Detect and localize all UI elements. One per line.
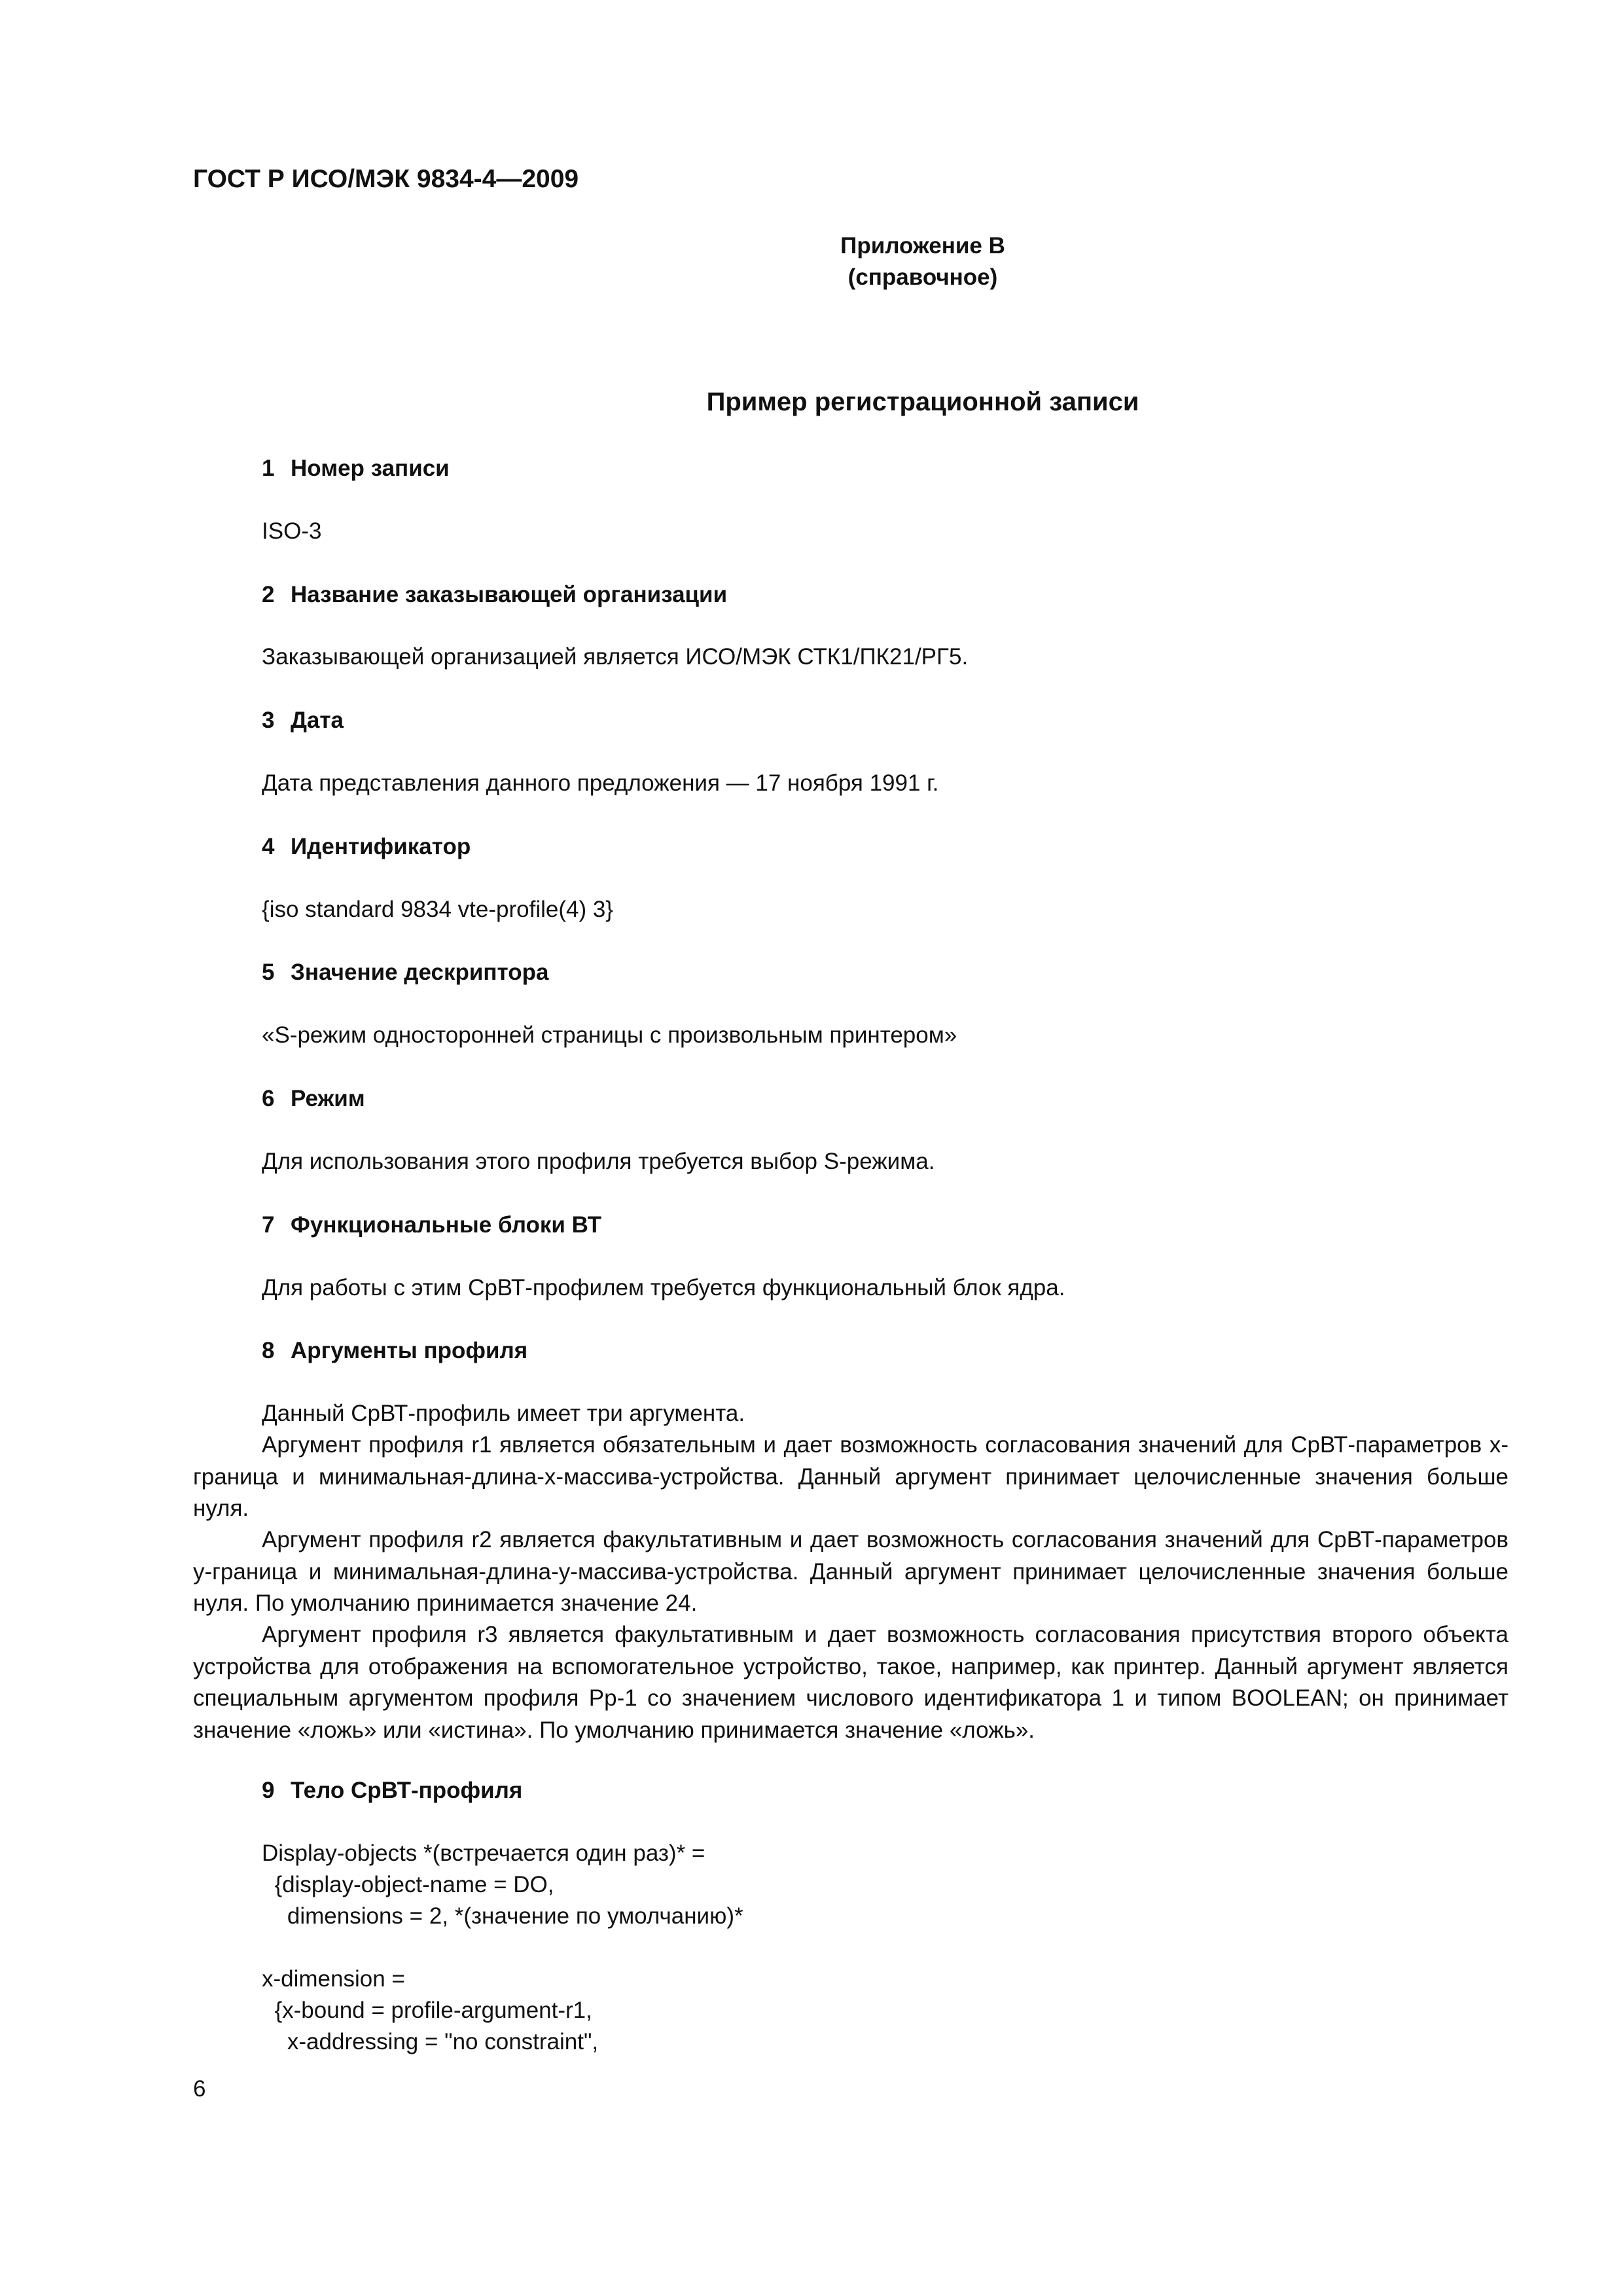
section-number: 7 [262,1212,275,1238]
paragraph: Данный СрВТ-профиль имеет три аргумента. [262,1401,745,1426]
section-heading-1 [262,453,450,484]
code-line: {display-object-name = DO, [262,1872,554,1897]
section-heading-4 [262,831,471,863]
code-line: dimensions = 2, *(значение по умолчанию)* [262,1903,743,1929]
section-heading-5 [262,957,548,988]
section-title: Аргументы профиля [291,1338,528,1363]
section-text-6: Для использования этого профиля требуется выбор S-режима. [262,1149,935,1174]
section-title: Название заказывающей организации [291,582,728,607]
code-line: x-dimension = [262,1966,405,1992]
section-title: Значение дескриптора [291,960,549,985]
section-text-2: Заказывающей организацией является ИСО/МЭК СТК1/ПК21/РГ5. [262,644,969,670]
section-number: 3 [262,708,275,733]
section-heading-6 [262,1083,365,1115]
section-number: 9 [262,1778,275,1803]
section-title: Функциональные блоки ВТ [291,1212,601,1238]
section-title: Идентификатор [291,834,471,859]
section-title: Дата [291,708,344,733]
section-heading-7 [262,1210,601,1241]
section-text-4: {iso standard 9834 vte-profile(4) 3} [262,897,613,922]
section-number: 1 [262,456,275,481]
section-text-7: Для работы с этим СрВТ-профилем требуется функциональный блок ядра. [262,1275,1065,1300]
section-title: Режим [291,1086,365,1111]
page-number: 6 [193,2076,206,2102]
section-number: 8 [262,1338,275,1363]
section-text-5: «S-режим односторонней страницы с произвольным принтером» [262,1022,957,1048]
section-text-1: ISO-3 [262,518,322,544]
code-line: Display-objects *(встречается один раз)* = [262,1840,705,1866]
code-line: {x-bound = profile-argument-r1, [262,1998,592,2023]
section-heading-3 [262,705,344,736]
section-heading-9 [262,1775,522,1806]
section-title: Тело СрВТ-профиля [291,1778,523,1803]
page-title: Пример регистрационной записи [706,387,1139,416]
annex-label: Приложение В [840,233,1005,259]
section-title: Номер записи [291,456,450,481]
section-heading-2 [262,579,727,611]
paragraph: Аргумент профиля r2 является факультативным и дает возможность согласования значений для СрВТ-параметров y-граница и минимальная-длина-y-массива-устройства. Данный аргумент принимает целочисленные значения больше нуля. По умолчанию принимается значение 24. [193,1527,1508,1616]
paragraph: Аргумент профиля r3 является факультативным и дает возможность согласования присутствия второго объекта устройства для отображения на вспомогательное устройство, такое, например, как принтер. Данный аргумент является специальным аргументом профиля Рр-1 со значением числового идентификатора 1 и типом BOOLEAN; он принимает значение «ложь» или «истина». По умолчанию принимается значение «ложь». [193,1622,1508,1743]
section-heading-8 [262,1335,527,1367]
document-id: ГОСТ Р ИСО/МЭК 9834-4—2009 [193,165,579,193]
section-number: 5 [262,960,275,985]
section-number: 6 [262,1086,275,1111]
section-number: 2 [262,582,275,607]
section-number: 4 [262,834,275,859]
section-text-3: Дата представления данного предложения — 17 ноября 1991 г. [262,770,939,796]
annex-kind: (справочное) [847,264,998,290]
paragraph: Аргумент профиля r1 является обязательным и дает возможность согласования значений для СрВТ-параметров x-граница и минимальная-длина-x-массива-устройства. Данный аргумент принимает целочисленные значения больше нуля. [193,1432,1508,1521]
code-line: x-addressing = "no constraint", [262,2029,599,2054]
